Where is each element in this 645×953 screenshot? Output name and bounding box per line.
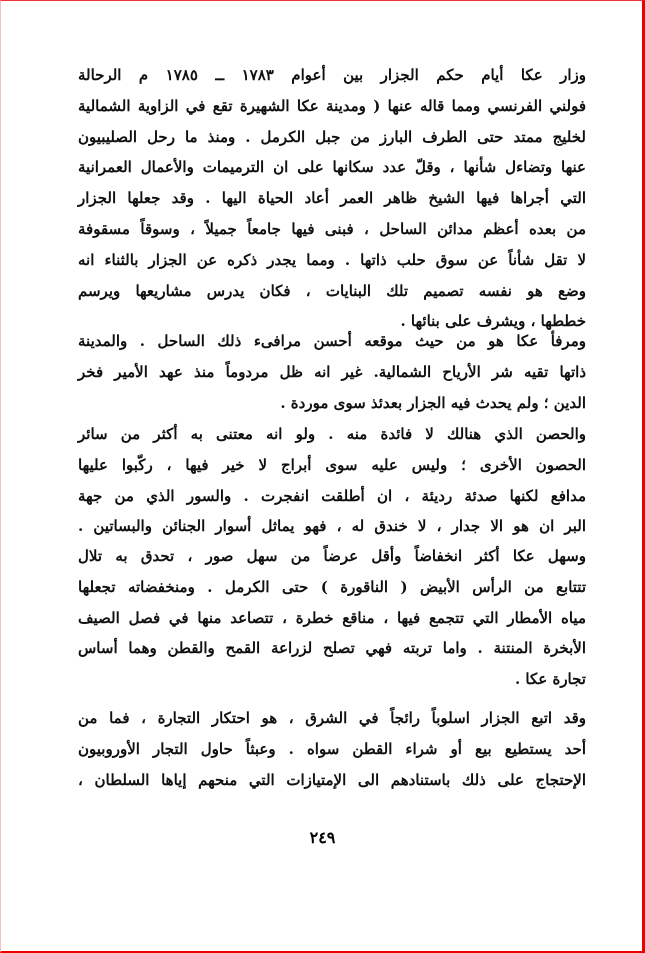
text-line: خططها ، ويشرف على بنائها . xyxy=(400,312,586,331)
text-line: الحصون الأخرى ؛ وليس عليه سوى أبراج لا خير فيها ، ركّبوا عليها xyxy=(78,455,586,474)
paragraph-2 xyxy=(78,326,586,418)
text-line: لا تقل شأناً عن سوق حلب ذاتها . ومما يجدر ذكره عن الجزار بالثناء انه xyxy=(78,250,586,269)
text-line: الإحتجاج على ذلك باستنادهم الى الإمتيازات التي منحهم إياها السلطان ، xyxy=(78,770,586,789)
text-line: تجارة عكا . xyxy=(514,670,586,689)
text-line: أحد يستطيع بيع أو شراء القطن سواه . وعبثاً حاول التجار الأوروبيون xyxy=(78,739,586,758)
text-line: الأبخرة المنتنة . واما تربته فهي تصلح لزراعة القمح والقطن وهما أساس xyxy=(78,639,586,658)
text-line: فولني الفرنسي ومما قاله عنها ( ومدينة عكا الشهيرة تقع في الزاوية الشمالية xyxy=(78,96,586,115)
text-line: تتتابع من الرأس الأبيض ( الناقورة ) حتى الكرمل . ومنخفضاته تجعلها xyxy=(78,577,586,596)
text-line: وزار عكا أيام حكم الجزار بين أعوام ١٧٨٣ ــ ١٧٨٥ م الرحالة xyxy=(78,66,587,84)
text-line: والحصن الذي هنالك لا فائدة منه . ولو انه معتنى به أكثر من سائر xyxy=(78,425,586,443)
text-line: ومرفأ عكا هو من حيث موقعه أحسن مرافىء ذلك الساحل . والمدينة xyxy=(78,332,586,350)
text-line: من بعده أعظم مدائن الساحل ، فبنى فيها جامعاً جميلاً ، وسوقاً مسقوفة xyxy=(78,219,586,238)
text-line: الدين ؛ ولم يحدث فيه الجزار بعدئذ سوى موردة . xyxy=(280,393,586,412)
text-line: البر ان هو الا جدار ، لا خندق له ، فهو يماثل أسوار الجنائن والبساتين . xyxy=(78,517,586,536)
text-line: وضع هو نفسه تصميم تلك البنايات ، فكان يدرس مشاريعها ويرسم xyxy=(78,281,586,300)
page-number: ٢٤٩ xyxy=(309,828,336,847)
paragraph-5 xyxy=(78,703,586,795)
text-line: لخليج ممتد حتى الطرف البارز من جبل الكرمل . ومنذ ما رحل الصليبيون xyxy=(78,127,586,146)
text-line: عنها وتضاءل شأنها ، وقلّ عدد سكانها على ان الترميمات والأعمال العمرانية xyxy=(78,158,586,177)
text-line: ذاتها تقيه شر الأرياح الشمالية. غير انه ظل مردوماً منذ عهد الأمير فخر xyxy=(78,362,586,381)
text-line: مياه الأمطار التي تتجمع فيها ، مناقع خطرة ، تتصاعد منها في فصل الصيف xyxy=(78,608,586,627)
paragraph-3 xyxy=(78,419,586,542)
paragraph-1 xyxy=(78,60,586,337)
text-line: وسهل عكا أكثر انخفاضاً وأقل عرضاً من سهل صور ، تحدق به تلال xyxy=(78,547,586,565)
text-line: مدافع لكنها صدئة رديئة ، ان أطلقت انفجرت . والسور الذي من جهة xyxy=(78,486,586,505)
text-line: التي أجراها فيها الشيخ ظاهر العمر أعاد الحياة اليها . وقد جعلها الجزار xyxy=(78,189,586,208)
text-line: وقد اتبع الجزار اسلوباً رائجاً في الشرق ، هو احتكار التجارة ، فما من xyxy=(78,709,586,727)
paragraph-4 xyxy=(78,541,586,695)
